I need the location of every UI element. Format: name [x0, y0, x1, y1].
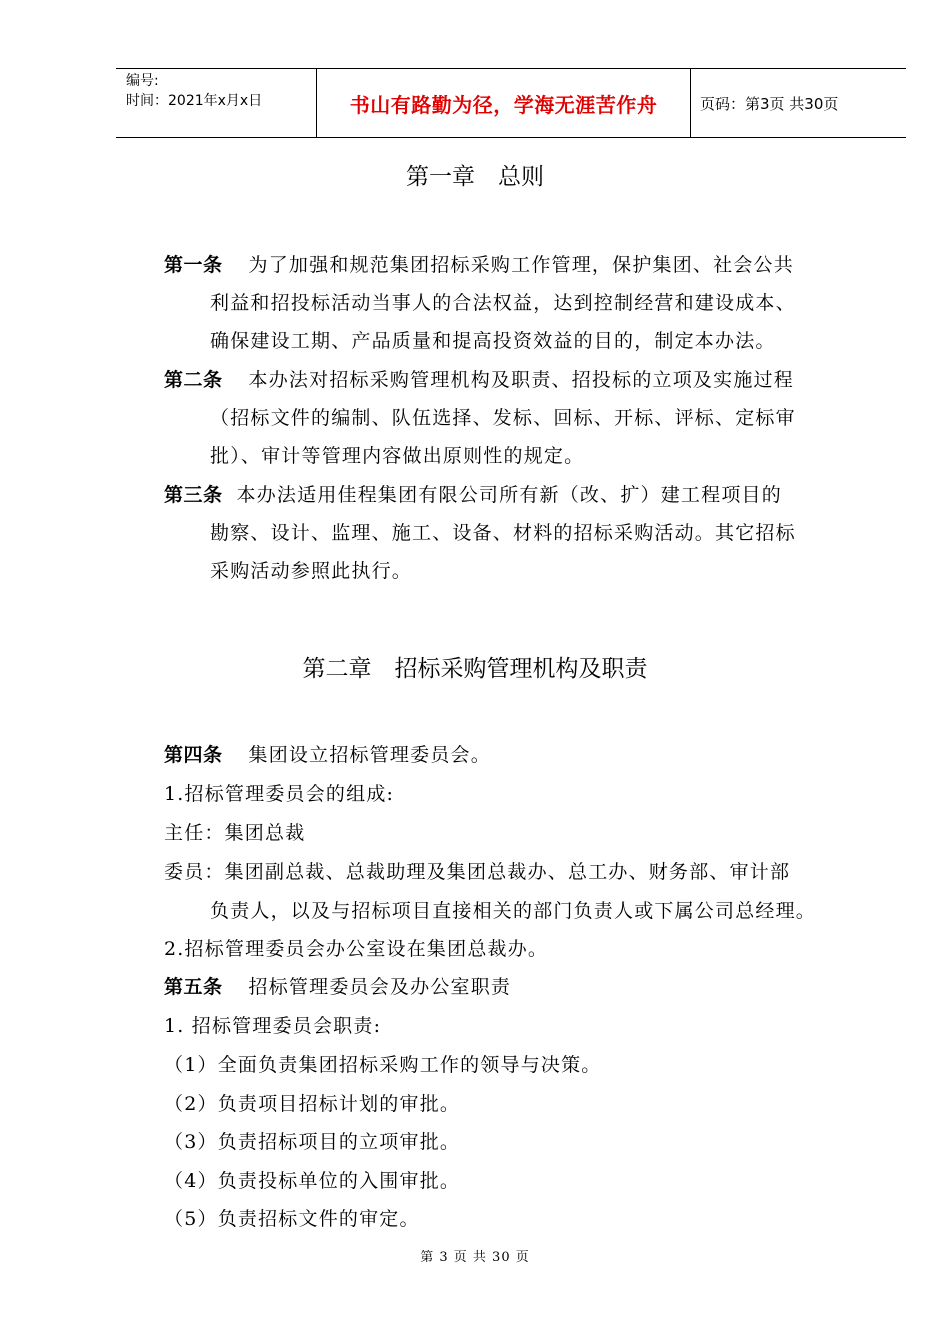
committee-members-cont: 负责人，以及与招标项目直接相关的部门负责人或下属公司总经理。 [210, 900, 817, 922]
article-1-line-3: 确保建设工期、产品质量和提高投资效益的目的，制定本办法。 [210, 330, 776, 352]
article-5 [164, 972, 511, 999]
duty-item: （5）负责招标文件的审定。 [164, 1208, 420, 1230]
article-2-label: 第二条 [164, 369, 223, 391]
document-time: 时间：2021年x月x日 [126, 93, 263, 109]
article-1-line-2: 利益和招投标活动当事人的合法权益，达到控制经营和建设成本、 [210, 292, 796, 314]
article-2 [164, 365, 794, 392]
page-footer: 第 3 页 共 30 页 [420, 1250, 530, 1265]
duty-item: （4）负责投标单位的入围审批。 [164, 1170, 461, 1192]
chapter-1-title: 第一章 总则 [406, 164, 544, 190]
article-2-line-3: 批）、审计等管理内容做出原则性的规定。 [210, 445, 585, 467]
article-1 [164, 250, 794, 277]
duty-item: （1）全面负责集团招标采购工作的领导与决策。 [164, 1054, 602, 1076]
page-header [116, 68, 906, 138]
document-number-label: 编号: [126, 73, 159, 89]
chapter-2-title: 第二章 招标采购管理机构及职责 [302, 656, 648, 682]
article-5-text: 招标管理委员会及办公室职责 [248, 976, 512, 998]
header-meta [116, 69, 317, 137]
article-3 [164, 480, 782, 507]
article-3-text: 本办法适用佳程集团有限公司所有新（改、扩）建工程项目的 [236, 484, 782, 506]
header-motto: 书山有路勤为径，学海无涯苦作舟 [317, 69, 691, 137]
article-1-text: 为了加强和规范集团招标采购工作管理，保护集团、社会公共 [248, 254, 794, 276]
article-3-line-2: 勘察、设计、监理、施工、设备、材料的招标采购活动。其它招标 [210, 522, 796, 544]
duties-title: 1. 招标管理委员会职责: [164, 1015, 382, 1037]
article-2-text: 本办法对招标采购管理机构及职责、招投标的立项及实施过程 [248, 369, 794, 391]
article-2-line-2: （招标文件的编制、队伍选择、发标、回标、开标、评标、定标审 [210, 407, 796, 429]
article-3-line-3: 采购活动参照此执行。 [210, 560, 413, 582]
committee-office: 2.招标管理委员会办公室设在集团总裁办。 [164, 938, 549, 960]
duty-item: （3）负责招标项目的立项审批。 [164, 1131, 461, 1153]
committee-chair: 主任：集团总裁 [164, 822, 306, 844]
header-page-info: 页码：第3页 共30页 [700, 94, 839, 113]
duty-item: （2）负责项目招标计划的审批。 [164, 1093, 461, 1115]
article-5-label: 第五条 [164, 976, 223, 998]
article-4-label: 第四条 [164, 744, 223, 766]
article-3-label: 第三条 [164, 484, 223, 506]
committee-members: 委员：集团副总裁、总裁助理及集团总裁办、总工办、财务部、审计部 [164, 861, 791, 883]
article-4 [164, 740, 491, 767]
article-1-label: 第一条 [164, 254, 223, 276]
committee-composition: 1.招标管理委员会的组成: [164, 783, 395, 805]
article-4-text: 集团设立招标管理委员会。 [248, 744, 491, 766]
